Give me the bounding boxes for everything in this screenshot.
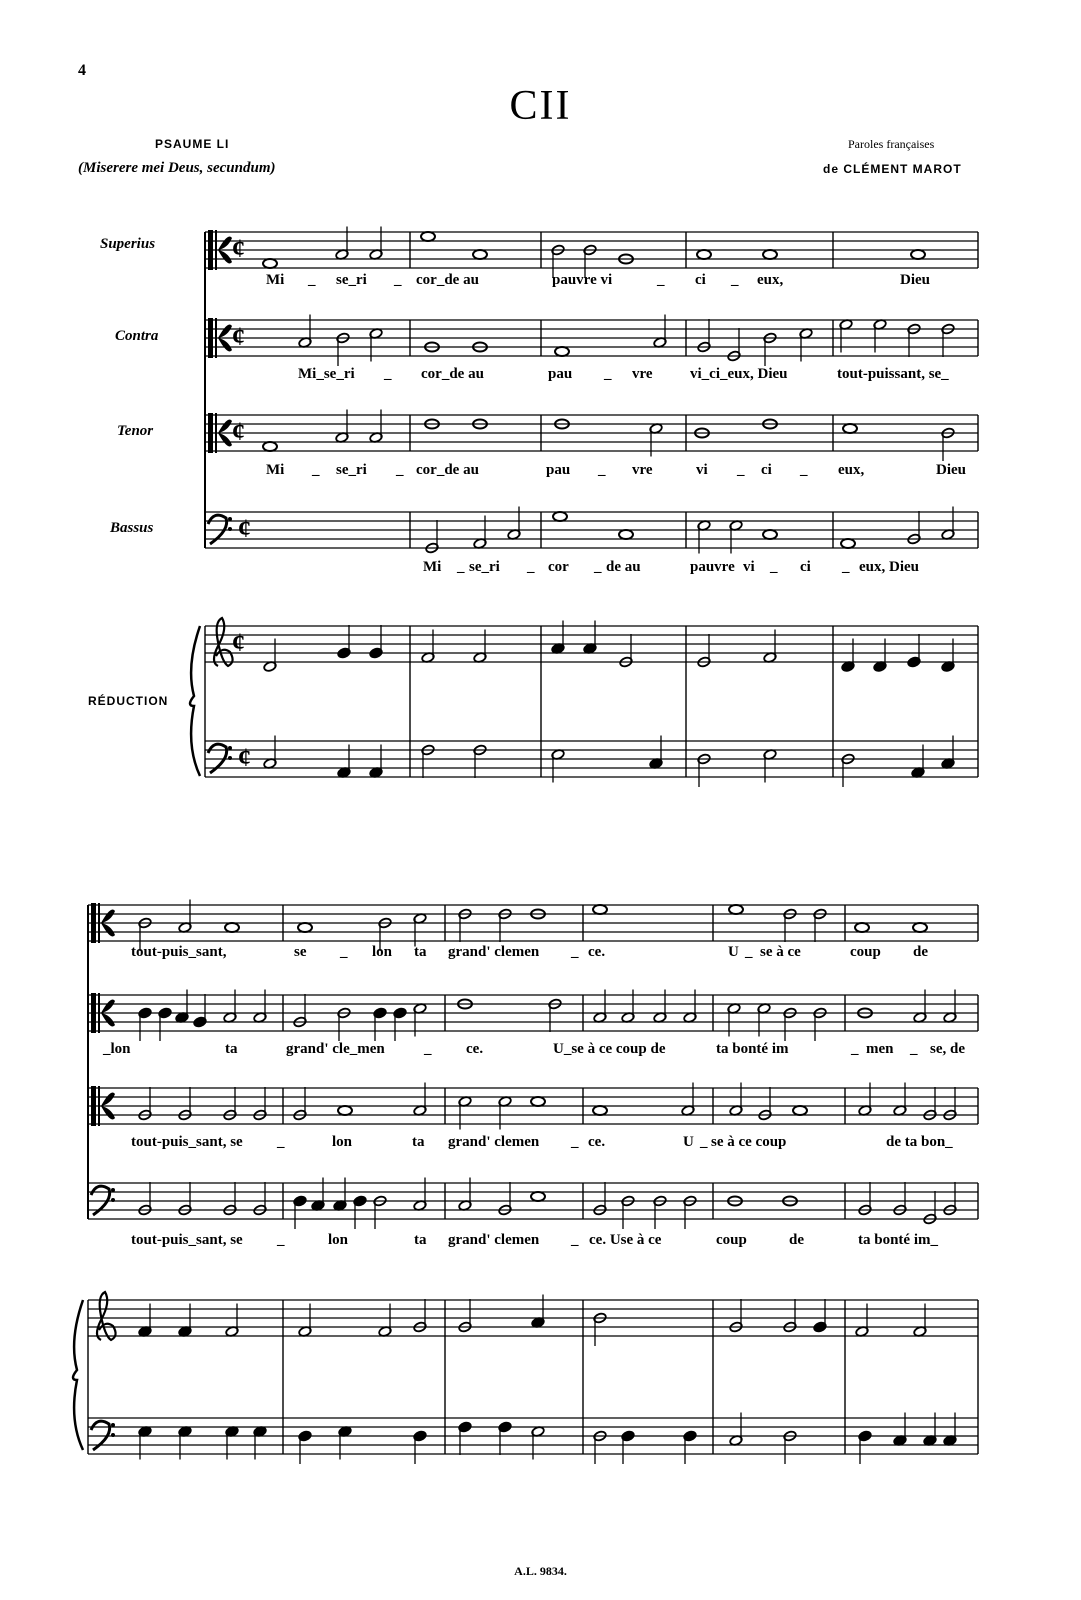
credits-line-1: Paroles françaises: [848, 137, 935, 151]
system2-superius-note: [913, 923, 927, 932]
system2-superius-note: [729, 905, 743, 914]
system1-superius-clef: [215, 230, 217, 270]
system2-tenor-lyric-syllable: ta: [412, 1134, 425, 1150]
system1-reduction-treble-clef: [214, 618, 233, 666]
system2-tenor-lyric-syllable: ce.: [588, 1134, 606, 1150]
system1-tenor-lyric-syllable: se_ri: [336, 462, 367, 478]
system1-superius-note: [263, 259, 277, 268]
system1-contra-lyric-syllable: vi_ci_eux, Dieu: [690, 366, 788, 382]
system2-bassus-clef: [111, 1188, 115, 1192]
system1-tenor-lyric-syllable: _: [737, 462, 745, 478]
system1-bassus-time-signature: ¢: [238, 514, 251, 543]
system1-bassus-lyric-syllable: _: [770, 559, 778, 575]
system1-superius-lyric-syllable: ci: [695, 272, 706, 288]
system1-bassus-lyric-syllable: vi: [743, 559, 755, 575]
system2-superius-note: [593, 905, 607, 914]
system2-bassus-lyric-syllable: ce. Use à ce: [589, 1232, 662, 1248]
system1-tenor-note: [843, 424, 857, 433]
system2-reduction-brace: [73, 1300, 83, 1450]
system1-contra-lyric-syllable: tout-puissant, se_: [837, 366, 949, 382]
system2-contra-clef: [98, 993, 100, 1033]
system1-tenor-lyric-syllable: Mi: [266, 462, 285, 478]
system2-bassus-lyric-syllable: tout-puis_sant, se: [131, 1232, 243, 1248]
system2-contra-clef: [91, 993, 96, 1033]
system1-contra-lyric-syllable: _: [604, 366, 612, 382]
system1-bassus-note: [619, 530, 633, 539]
system2-contra-lyric-syllable: ta: [225, 1041, 238, 1057]
system1-tenor-lyric-syllable: eux,: [838, 462, 865, 478]
system2-contra-lyric-syllable: ta bonté im: [716, 1041, 789, 1057]
system1-bassus-clef: [228, 527, 232, 531]
system1-tenor-lyric-syllable: _: [598, 462, 606, 478]
system1-superius-lyric-syllable: Dieu: [900, 272, 930, 288]
system2-tenor-lyric-syllable: _: [700, 1134, 708, 1150]
system1-bassus-note: [763, 530, 777, 539]
system1-contra-lyric-syllable: vre: [632, 366, 653, 382]
system2-tenor-note: [593, 1106, 607, 1115]
system2-tenor-note: [531, 1097, 545, 1106]
system1-superius-note: [697, 250, 711, 259]
piece-title: CII: [509, 83, 572, 129]
system1-bassus-lyric-syllable: eux, Dieu: [859, 559, 919, 575]
system1-contra-lyric-syllable: pau: [548, 366, 573, 382]
system2-tenor-lyric-syllable: de ta bon_: [886, 1134, 953, 1150]
system2-bassus-lyric-syllable: ta bonté im_: [858, 1232, 938, 1248]
system1-reduction-brace: [190, 626, 200, 776]
system1-superius-lyric-syllable: _: [394, 272, 402, 288]
system1-tenor-lyric-syllable: cor_de au: [416, 462, 479, 478]
system1-superius-lyric-syllable: Mi: [266, 272, 285, 288]
system2-superius-clef: [91, 903, 96, 943]
system1-bassus-note: [553, 512, 567, 521]
system1-reduction-bass-clef: [228, 746, 232, 750]
system1-bassus-lyric-syllable: _: [457, 559, 465, 575]
voice-label-tenor: Tenor: [117, 423, 154, 439]
voice-label-bassus: Bassus: [110, 520, 154, 536]
system2-superius-lyric-syllable: ta: [414, 944, 427, 960]
system2-tenor-lyric-syllable: lon: [332, 1134, 353, 1150]
system2-bassus-clef: [111, 1198, 115, 1202]
credits-line-2: de CLÉMENT MAROT: [823, 162, 962, 176]
system2-superius-lyric-syllable: _: [340, 944, 348, 960]
system2-superius-lyric-syllable: de: [913, 944, 928, 960]
system1-contra-clef: [208, 318, 213, 358]
system1-tenor-note: [263, 442, 277, 451]
system2-superius-lyric-syllable: lon: [372, 944, 393, 960]
system2-tenor-lyric-syllable: _: [571, 1134, 579, 1150]
system1-reduction-bass-time-signature: ¢: [238, 743, 251, 772]
system2-tenor-lyric-syllable: tout-puis_sant, se: [131, 1134, 243, 1150]
system2-superius-lyric-syllable: _: [745, 944, 753, 960]
system1-bassus-lyric-syllable: cor: [548, 559, 569, 575]
system2-tenor-lyric-syllable: grand' clemen: [448, 1134, 540, 1150]
system1-tenor-lyric-syllable: vre: [632, 462, 653, 478]
system1-tenor-lyric-syllable: ci: [761, 462, 772, 478]
system2-contra-lyric-syllable: grand' cle_men: [286, 1041, 385, 1057]
system2-bassus-note: [531, 1192, 545, 1201]
system2-bassus-lyric-syllable: coup: [716, 1232, 747, 1248]
system1-bassus-lyric-syllable: _: [594, 559, 602, 575]
system2-contra-lyric-syllable: U_se à ce coup de: [553, 1041, 666, 1057]
system1-bassus-lyric-syllable: _: [527, 559, 535, 575]
system2-superius-note: [298, 923, 312, 932]
system2-bassus-lyric-syllable: grand' clemen: [448, 1232, 540, 1248]
system1-bassus-note: [841, 539, 855, 548]
system2-superius-lyric-syllable: _: [571, 944, 579, 960]
latin-incipit: (Miserere mei Deus, secundum): [78, 160, 276, 176]
system1-superius-lyric-syllable: cor_de au: [416, 272, 479, 288]
system1-superius-lyric-syllable: _: [308, 272, 316, 288]
system2-tenor-lyric-syllable: _: [277, 1134, 285, 1150]
system1-bassus-lyric-syllable: ci: [800, 559, 811, 575]
system1-tenor-lyric-syllable: vi: [696, 462, 708, 478]
system1-superius-clef: [208, 230, 213, 270]
system1-superius-note: [421, 232, 435, 241]
system2-superius-lyric-syllable: coup: [850, 944, 881, 960]
system2-reduction-bass-clef: [111, 1423, 115, 1427]
reduction-label: RÉDUCTION: [88, 694, 169, 708]
system2-superius-lyric-syllable: tout-puis_sant,: [131, 944, 227, 960]
system2-tenor-note: [793, 1106, 807, 1115]
system2-superius-lyric-syllable: U: [728, 944, 739, 960]
system2-contra-lyric-syllable: ce.: [466, 1041, 484, 1057]
system1-superius-note: [911, 250, 925, 259]
system2-superius-lyric-syllable: se à ce: [760, 944, 801, 960]
system1-superius-lyric-syllable: eux,: [757, 272, 784, 288]
system2-superius-lyric-syllable: se: [294, 944, 307, 960]
system2-contra-lyric-syllable: _: [851, 1041, 859, 1057]
system2-superius-lyric-syllable: ce.: [588, 944, 606, 960]
system2-tenor-clef: [91, 1086, 96, 1126]
system1-contra-lyric-syllable: _: [384, 366, 392, 382]
system2-tenor-lyric-syllable: U: [683, 1134, 694, 1150]
system2-bassus-lyric-syllable: lon: [328, 1232, 349, 1248]
system1-contra-lyric-syllable: cor_de au: [421, 366, 484, 382]
system2-contra-lyric-syllable: se, de: [930, 1041, 965, 1057]
system1-tenor-lyric-syllable: _: [800, 462, 808, 478]
system2-contra-lyric-syllable: _: [910, 1041, 918, 1057]
system2-bassus-lyric-syllable: _: [571, 1232, 579, 1248]
system2-tenor-note: [338, 1106, 352, 1115]
voice-label-superius: Superius: [100, 236, 156, 252]
system1-tenor-lyric-syllable: _: [312, 462, 320, 478]
system1-reduction-treble-time-signature: ¢: [232, 628, 245, 657]
system2-contra-lyric-syllable: _: [424, 1041, 432, 1057]
psalm-label: PSAUME LI: [155, 137, 230, 151]
system1-bassus-lyric-syllable: pauvre: [690, 559, 735, 575]
system1-superius-lyric-syllable: _: [731, 272, 739, 288]
system1-tenor-time-signature: ¢: [232, 417, 245, 446]
system1-bassus-clef: [228, 517, 232, 521]
system1-reduction-bass-clef: [228, 756, 232, 760]
system2-superius-lyric-syllable: grand' clemen: [448, 944, 540, 960]
system2-superius-clef: [98, 903, 100, 943]
system2-tenor-clef: [98, 1086, 100, 1126]
system1-tenor-clef: [208, 413, 213, 453]
system2-contra-lyric-syllable: _lon: [103, 1041, 131, 1057]
voice-label-contra: Contra: [115, 328, 159, 344]
system2-reduction-bass-clef: [111, 1433, 115, 1437]
system2-reduction-treble-clef: [97, 1292, 116, 1340]
system2-tenor-lyric-syllable: se à ce coup: [711, 1134, 787, 1150]
system1-contra-note: [555, 347, 569, 356]
system1-superius-lyric-syllable: _: [657, 272, 665, 288]
system2-superius-note: [855, 923, 869, 932]
system1-bassus-lyric-syllable: se_ri: [469, 559, 500, 575]
page-number: 4: [78, 62, 86, 79]
system1-tenor-lyric-syllable: _: [396, 462, 404, 478]
system2-contra-lyric-syllable: men: [866, 1041, 894, 1057]
system2-bassus-lyric-syllable: _: [277, 1232, 285, 1248]
plate-number: A.L. 9834.: [514, 1564, 567, 1578]
system1-superius-lyric-syllable: pauvre vi: [552, 272, 613, 288]
system2-bassus-lyric-syllable: de: [789, 1232, 804, 1248]
system2-bassus-lyric-syllable: ta: [414, 1232, 427, 1248]
system1-superius-lyric-syllable: se_ri: [336, 272, 367, 288]
system1-bassus-lyric-syllable: Mi: [423, 559, 442, 575]
system1-tenor-lyric-syllable: pau: [546, 462, 571, 478]
system1-contra-clef: [215, 318, 217, 358]
system1-superius-note: [763, 250, 777, 259]
system1-contra-lyric-syllable: Mi_se_ri: [298, 366, 355, 382]
system1-bassus-lyric-syllable: de au: [606, 559, 641, 575]
system2-superius-note: [225, 923, 239, 932]
system1-tenor-lyric-syllable: Dieu: [936, 462, 966, 478]
system1-contra-time-signature: ¢: [232, 322, 245, 351]
system1-tenor-clef: [215, 413, 217, 453]
system1-superius-time-signature: ¢: [232, 234, 245, 263]
system1-bassus-lyric-syllable: _: [842, 559, 850, 575]
system1-superius-note: [473, 250, 487, 259]
